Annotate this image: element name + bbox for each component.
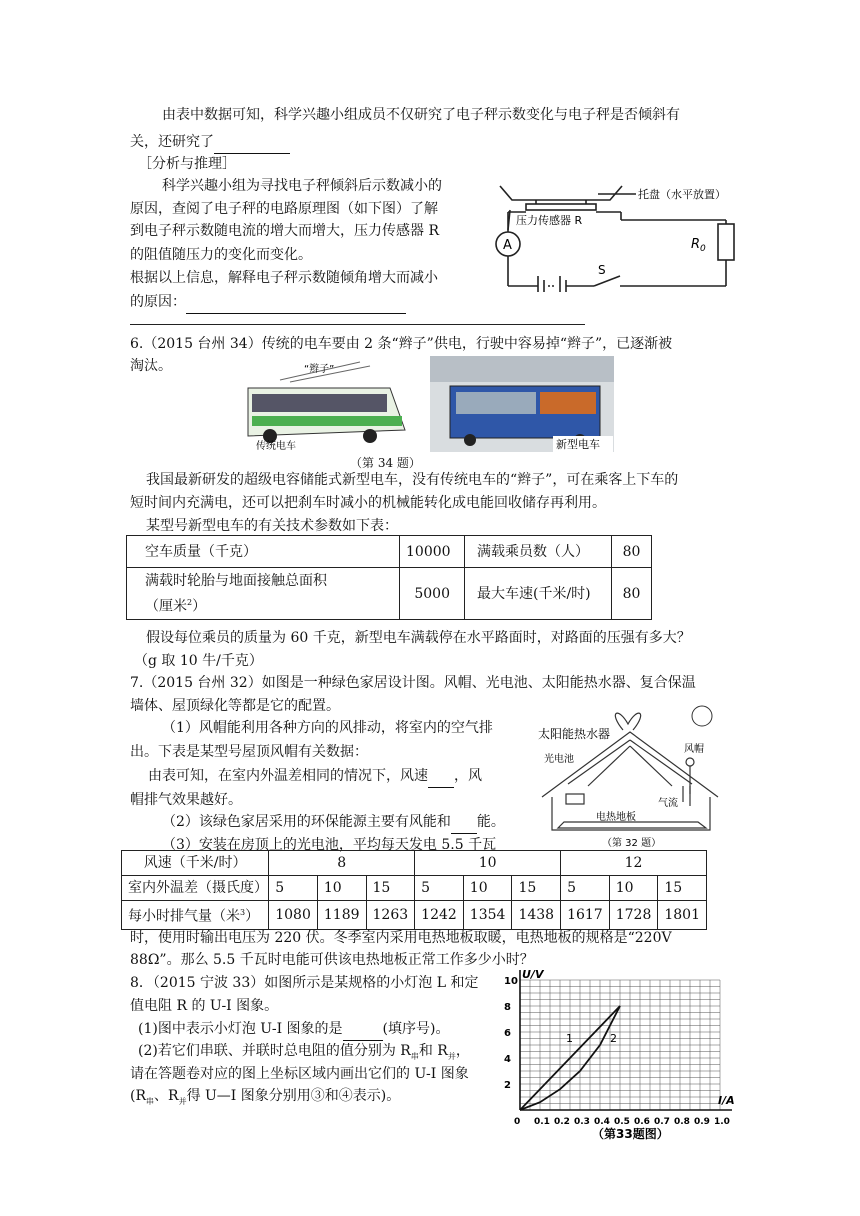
table-cell: 10000 bbox=[400, 536, 465, 568]
analysis-line-3: 到电子秤示数随电流的增大而增大，压力传感器 R bbox=[130, 223, 439, 239]
q8-sub-2a: (2)若它们串联、并联时总电阻的值分别为 $R_串$和 $R_并$， bbox=[138, 1043, 470, 1061]
q7-line-1: 7.（2015 台州 32）如图是一种绿色家居设计图。风帽、光电池、太阳能热水器、复合保温 bbox=[130, 675, 696, 691]
x-tick-label: 0.8 bbox=[674, 1117, 690, 1127]
r0-label: $R_0$ bbox=[691, 237, 706, 254]
x-tick-label: 1.0 bbox=[714, 1117, 730, 1127]
table-cell: 空车质量（千克） bbox=[127, 536, 400, 568]
table-cell: 10 bbox=[317, 876, 366, 901]
intro-line-2 bbox=[130, 130, 730, 154]
fan-cap-table bbox=[121, 850, 707, 930]
table-cell: 80 bbox=[612, 568, 652, 620]
table-cell: 1189 bbox=[317, 901, 366, 930]
analysis-line-5: 根据以上信息，解释电子秤示数随倾角增大而减小 bbox=[130, 270, 438, 286]
pole-tag: “辫子” bbox=[304, 364, 335, 375]
table-cell: 1242 bbox=[415, 901, 464, 930]
table-cell: 5 bbox=[415, 876, 464, 901]
q8-line-1: 8．（2015 宁波 33）如图所示是某规格的小灯泡 L 和定 bbox=[130, 975, 479, 991]
q8-sub-2d: 请在答题卷对应的图上坐标区域内画出它们的 U-I 图象 bbox=[130, 1066, 469, 1082]
answer-blank[interactable] bbox=[186, 313, 406, 314]
table-cell: 1728 bbox=[609, 901, 658, 930]
q8-sub-1: (1)图中表示小灯泡 U-I 图象的是 (填序号)。 bbox=[138, 1017, 738, 1041]
new-bus-caption: 新型电车 bbox=[556, 438, 600, 451]
table-row bbox=[122, 876, 707, 901]
y-tick-label: 2 bbox=[504, 1080, 511, 1091]
table-cell: 1080 bbox=[269, 901, 318, 930]
table-cell: 1617 bbox=[561, 901, 610, 930]
q7-sub-1a: （1）风帽能利用各种方向的风排动，将室内的空气排 bbox=[162, 720, 493, 736]
fan-cap-label: 风帽 bbox=[684, 744, 704, 755]
x-tick-label: 0.3 bbox=[574, 1117, 590, 1127]
q7-sub-1e: 帽排气效果越好。 bbox=[130, 792, 242, 808]
y-tick-label: 4 bbox=[504, 1054, 511, 1065]
analysis-line-1: 科学兴趣小组为寻找电子秤倾斜后示数减小的 bbox=[162, 178, 442, 194]
q6-paragraph-3: 某型号新型电车的有关技术参数如下表： bbox=[146, 518, 398, 534]
table-cell: 10 bbox=[609, 876, 658, 901]
x-axis-label: I/A bbox=[718, 1094, 735, 1107]
table-row bbox=[122, 851, 707, 876]
table-cell: 12 bbox=[561, 851, 707, 876]
table-cell: 1263 bbox=[366, 901, 415, 930]
solar-heater-label: 太阳能热水器 bbox=[538, 727, 611, 741]
tray-label: 托盘（水平放置） bbox=[638, 188, 726, 201]
intro-line-2-text: 关，还研究了 bbox=[130, 134, 214, 150]
table-row bbox=[127, 568, 652, 620]
x-tick-label: 0.6 bbox=[634, 1117, 650, 1127]
y-tick-label: 6 bbox=[504, 1028, 511, 1039]
table-cell: 15 bbox=[658, 876, 707, 901]
airflow-label: 气流 bbox=[658, 798, 678, 809]
q6-paragraph-5: （g 取 10 牛/千克） bbox=[134, 653, 263, 669]
figure-caption-33: （第33题图） bbox=[592, 1127, 669, 1141]
floor-heater-label: 电热地板 bbox=[596, 812, 636, 823]
q6-line-2: 淘汰。 bbox=[130, 358, 172, 374]
y-tick-label: 10 bbox=[504, 976, 518, 987]
table-cell: 5 bbox=[561, 876, 610, 901]
q7-sub-2: （2）该绿色家居采用的环保能源主要有风能和 能。 bbox=[162, 810, 762, 834]
q6-line-1: 6.（2015 台州 34）传统的电车要由 2 条“辫子”供电，行驶中容易掉“辫子”，已逐渐被 bbox=[130, 336, 673, 352]
analysis-line-4: 的阻值随压力的变化而变化。 bbox=[130, 247, 312, 263]
x-tick-label: 0.4 bbox=[594, 1117, 610, 1127]
x-tick-label: 0.7 bbox=[654, 1117, 670, 1127]
analysis-line-6 bbox=[130, 290, 730, 314]
switch-label: S bbox=[598, 263, 606, 277]
table-row bbox=[127, 536, 652, 568]
analysis-heading: ［分析与推理］ bbox=[138, 156, 236, 172]
table-cell: 最大车速(千米/时) bbox=[465, 568, 612, 620]
q7-sub-1c: 由表可知，在室内外温差相同的情况下，风速 ，风 bbox=[148, 764, 748, 788]
curve-1-marker: 1 bbox=[566, 1032, 573, 1045]
divider bbox=[130, 324, 585, 325]
q8-line-2: 值电阻 R 的 U-I 图象。 bbox=[130, 998, 279, 1014]
analysis-line-2: 原因，查阅了电子秤的电路原理图（如下图）了解 bbox=[130, 201, 438, 217]
table-cell: 每小时排气量（米$^3$） bbox=[122, 901, 269, 930]
table-cell: 满载乘员数（人） bbox=[465, 536, 612, 568]
bus-spec-table bbox=[126, 535, 652, 620]
table-cell: 80 bbox=[612, 536, 652, 568]
table-cell: 5000 bbox=[400, 568, 465, 620]
y-axis-label: U/V bbox=[522, 968, 544, 981]
graph-grid bbox=[520, 980, 720, 1110]
table-cell: 10 bbox=[463, 876, 512, 901]
photocell-label: 光电池 bbox=[544, 754, 574, 765]
table-cell: 满载时轮胎与地面接触总面积 （厘米$^2$） bbox=[127, 568, 400, 620]
q7-sub-3: （3）安装在房顶上的光电池，平均每天发电 5.5 千瓦 bbox=[162, 837, 497, 853]
table-row bbox=[122, 901, 707, 930]
intro-line-1: 由表中数据可知，科学兴趣小组成员不仅研究了电子秤示数变化与电子秤是否倾斜有 bbox=[162, 107, 680, 123]
figure-caption-32: （第 32 题） bbox=[602, 838, 662, 847]
q7-line-2: 墙体、屋顶绿化等都是它的配置。 bbox=[130, 698, 340, 714]
x-tick-label: 0.2 bbox=[554, 1117, 570, 1127]
x-tick-label: 0.9 bbox=[694, 1117, 710, 1127]
traditional-trolleybus-image bbox=[240, 358, 415, 453]
x-tick-label: 0.1 bbox=[534, 1117, 550, 1127]
q8-sub-2e: ($R_串$、$R_并$得 U—I 图象分别用③和④表示)。 bbox=[130, 1088, 401, 1106]
q7-paragraph-1: 时，使用时输出电压为 220 伏。冬季室内采用电热地板取暖，电热地板的规格是“220V bbox=[130, 930, 672, 946]
ammeter-label: A bbox=[503, 238, 512, 253]
q7-sub-1b: 出。下表是某型号屋顶风帽有关数据： bbox=[130, 744, 368, 760]
x-tick-label: 0 bbox=[514, 1117, 521, 1127]
circuit-diagram bbox=[486, 172, 746, 292]
table-cell: 风速（千米/时） bbox=[122, 851, 269, 876]
figure-caption-34: （第 34 题） bbox=[350, 456, 421, 470]
q6-paragraph-2: 短时间内充满电，还可以把刹车时减小的机械能转化成电能回收储存再利用。 bbox=[130, 495, 606, 511]
traditional-bus-caption: 传统电车 bbox=[256, 441, 296, 452]
analysis-line-6-text: 的原因： bbox=[130, 294, 186, 310]
table-cell: 1354 bbox=[463, 901, 512, 930]
curve-2-marker: 2 bbox=[610, 1032, 617, 1045]
q6-paragraph-4: 假设每位乘员的质量为 60 千克，新型电车满载停在水平路面时，对路面的压强有多大？ bbox=[146, 630, 691, 646]
table-cell: 15 bbox=[512, 876, 561, 901]
y-tick-label: 8 bbox=[504, 1002, 511, 1013]
sensor-label: 压力传感器 R bbox=[516, 214, 583, 227]
ui-graph bbox=[494, 966, 744, 1144]
table-cell: 5 bbox=[269, 876, 318, 901]
table-cell: 室内外温差（摄氏度） bbox=[122, 876, 269, 901]
q7-paragraph-2: 88Ω”。那么 5.5 千瓦时电能可供该电热地板正常工作多少小时？ bbox=[130, 952, 534, 968]
table-cell: 15 bbox=[366, 876, 415, 901]
table-cell: 1438 bbox=[512, 901, 561, 930]
table-cell: 1801 bbox=[658, 901, 707, 930]
q6-paragraph-1: 我国最新研发的超级电容储能式新型电车，没有传统电车的“辫子”，可在乘客上下车的 bbox=[146, 472, 679, 488]
new-electric-bus-image bbox=[430, 356, 614, 452]
table-cell: 10 bbox=[415, 851, 561, 876]
table-cell: 8 bbox=[269, 851, 415, 876]
x-tick-label: 0.5 bbox=[614, 1117, 630, 1127]
green-house-diagram bbox=[538, 702, 726, 847]
